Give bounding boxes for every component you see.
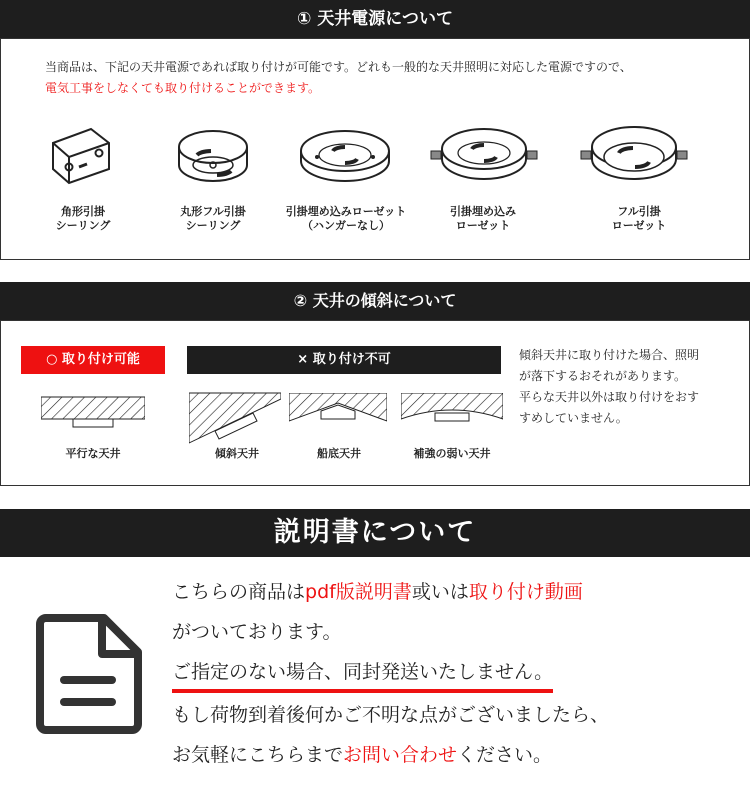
manual-text <box>172 572 742 775</box>
ceiling-caption-2: 丸形フル引掛 シーリング <box>180 205 246 232</box>
manual-line-5: お気軽にこちらまでお問い合わせください。 <box>172 744 553 766</box>
ok-label: ○ 取り付け可能 <box>21 346 165 374</box>
section2-title: ② 天井の傾斜について <box>293 291 457 310</box>
section1-banner <box>0 0 750 38</box>
embedded-rosette-hanger-icon <box>429 123 539 187</box>
square-ceiling-icon <box>43 121 123 191</box>
weak-ceiling-icon <box>401 393 503 433</box>
flat-caption: 平行な天井 <box>65 447 121 460</box>
section3-banner <box>0 509 750 557</box>
flat-ceiling-icon <box>41 395 145 431</box>
section1-box <box>0 38 750 260</box>
intro-text: 当商品は、下記の天井電源であれば取り付けが可能です。どれも一般的な天井照明に対応した電源ですので、 <box>45 60 632 74</box>
slope-caption: 傾斜天井 <box>215 447 259 460</box>
ng-label: × 取り付け不可 <box>187 346 501 374</box>
section2-banner <box>0 282 750 320</box>
intro-text-red: 電気工事をしなくても取り付けることができます。 <box>45 81 321 95</box>
sloped-ceiling-icon <box>189 391 281 445</box>
manual-line-3: ご指定のない場合、同封発送いたしません。 <box>172 655 553 693</box>
manual-line-1: こちらの商品はpdf版説明書或いは取り付け動画 <box>172 581 583 603</box>
slope-note: 傾斜天井に取り付けた場合、照明 が落下するおそれがあります。 平らな天井以外は取り付けをおす すめしていません。 <box>519 348 700 425</box>
ceiling-caption-5: フル引掛 ローゼット <box>611 205 667 232</box>
manual-line-4: もし荷物到着後何かご不明な点がございましたら、 <box>172 704 610 726</box>
document-icon <box>36 614 144 734</box>
full-rosette-icon <box>579 121 689 189</box>
ceiling-caption-4: 引掛埋め込み ローゼット <box>450 205 516 232</box>
ceiling-caption-3: 引掛埋め込みローゼット （ハンガーなし） <box>285 205 407 232</box>
section1-title: ① 天井電源について <box>297 9 453 29</box>
section3-title: 説明書について <box>273 517 477 548</box>
ceiling-caption-1: 角形引掛 シーリング <box>55 205 111 232</box>
manual-line-2: がついております。 <box>172 621 342 643</box>
weak-caption: 補強の弱い天井 <box>413 447 491 460</box>
round-ceiling-icon <box>173 125 253 189</box>
boat-bottom-ceiling-icon <box>289 393 387 433</box>
section1-intro <box>45 57 725 99</box>
embedded-rosette-icon <box>297 125 393 187</box>
boat-caption: 船底天井 <box>317 447 361 460</box>
section2-box <box>0 320 750 486</box>
